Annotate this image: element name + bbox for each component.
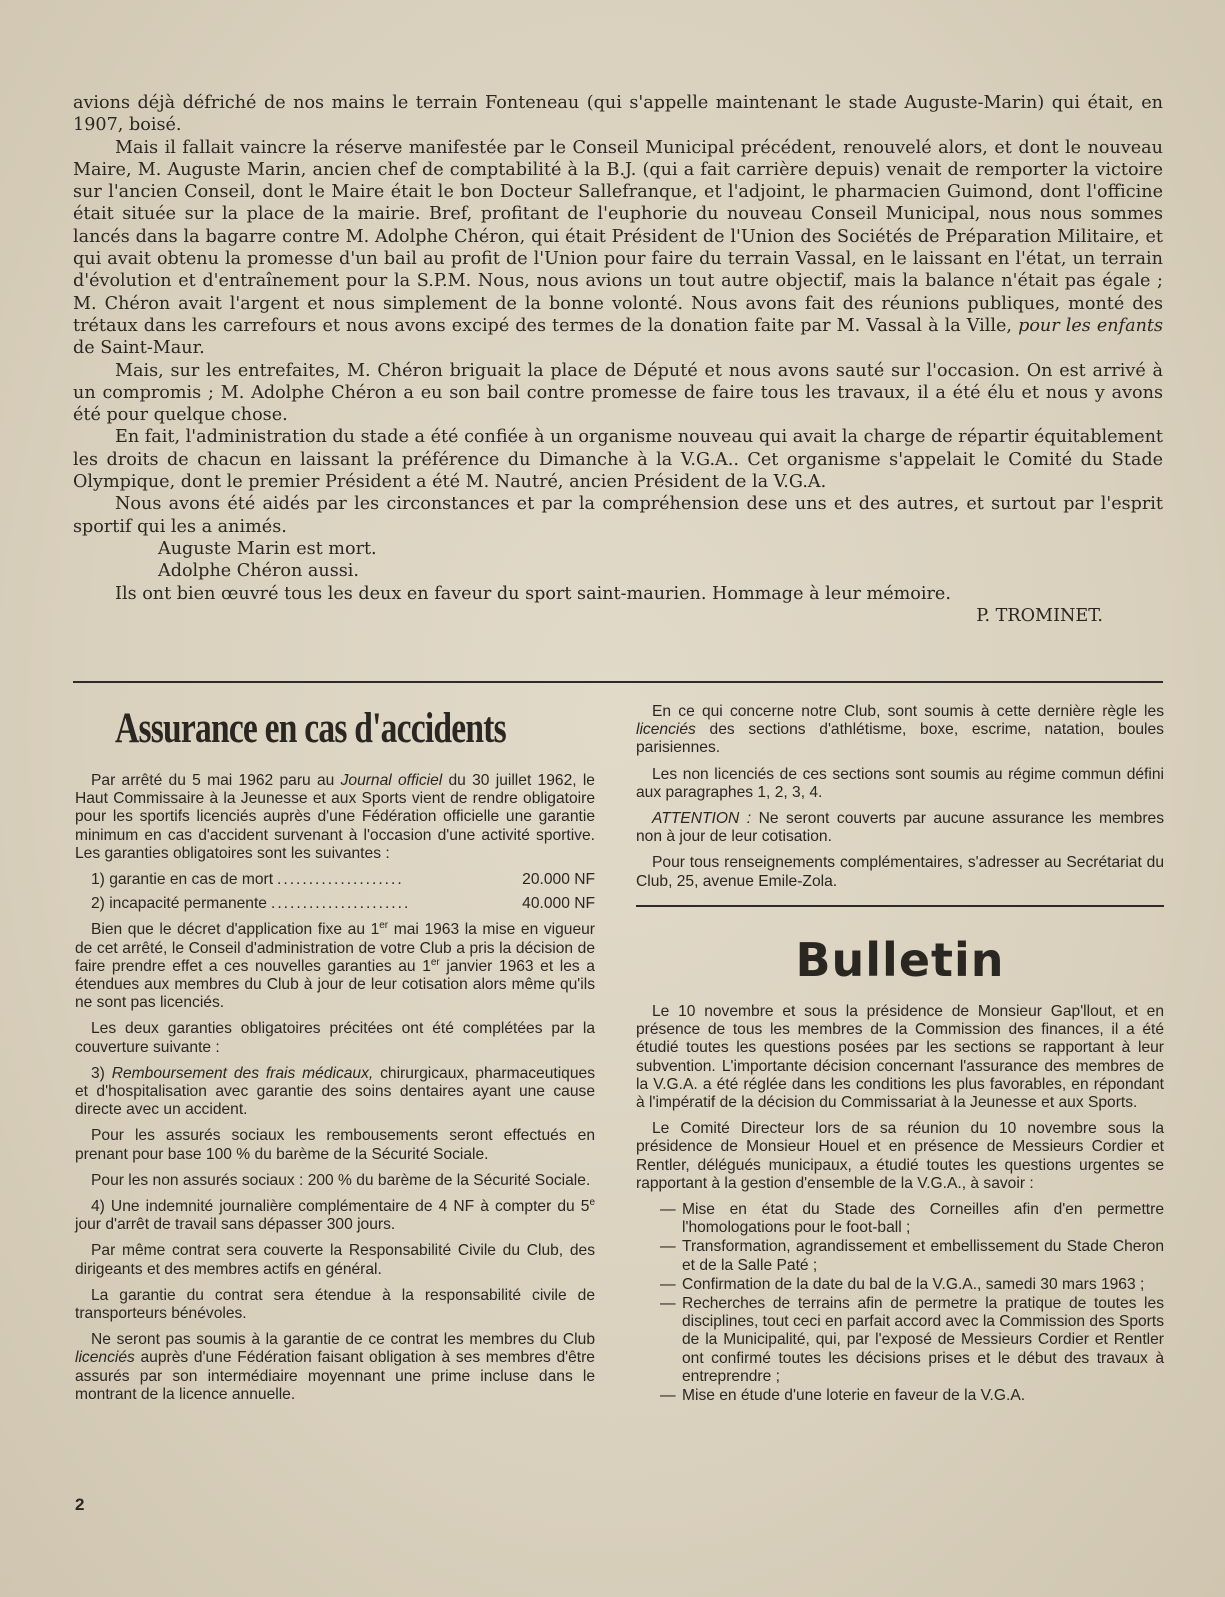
superscript: er (430, 956, 440, 968)
paragraph: Les deux garanties obligatoires précitées ont été complétées par la couverture suivante : (75, 1020, 595, 1056)
guarantee-item (91, 871, 595, 889)
paragraph (636, 703, 1164, 758)
dot-leader: .................... (277, 871, 404, 889)
assurance-continuation (636, 703, 1164, 899)
guarantee-value: 40.000 NF (522, 895, 595, 913)
paragraph: Ils ont bien œuvré tous les deux en faveur du sport saint-maurien. Hommage à leur mémoire. (115, 583, 951, 604)
paragraph: Par même contrat sera couverte la Responsabilité Civile du Club, des dirigeants et des membres actifs en général. (75, 1242, 595, 1278)
italic-text: licenciés (75, 1349, 135, 1367)
paragraph (75, 1065, 595, 1120)
paragraph: avions déjà défriché de nos mains le terrain Fonteneau (qui s'appelle maintenant le stade Auguste-Marin) qui était, en 1907, boisé. (73, 93, 1163, 136)
guarantee-item (91, 895, 595, 913)
bulletin-item (660, 1387, 1164, 1405)
bulletin-item (660, 1276, 1164, 1294)
italic-phrase: pour les enfants (1018, 315, 1163, 336)
text: Par arrêté du 5 mai 1962 paru au (91, 772, 335, 789)
assurance-column (75, 690, 595, 1412)
page-number: 2 (75, 1495, 85, 1514)
dash-mark: — (660, 1387, 676, 1405)
dash-mark: — (660, 1238, 676, 1256)
bulletin-item (660, 1238, 1164, 1274)
paragraph-tail: de Saint-Maur. (73, 338, 205, 359)
paragraph: Nous avons été aidés par les circonstances et par la compréhension dese uns et des autres, et surtout par l'esprit sportif qui les a animés. (73, 494, 1163, 537)
guarantee-label: 1) garantie en cas de mort (91, 871, 274, 889)
italic-text: Journal officiel (340, 772, 443, 789)
bulletin-item (660, 1201, 1164, 1237)
bulletin-item (660, 1295, 1164, 1386)
item-text: Recherches de terrains afin de permetre la pratique de toutes les disciplines, tout ceci en parfait accord avec la Commission des Sports de la Municipalité, qui, par l'exposé de Messieurs Cordier et Rentler ont confirmé toutes les décisions prises et le début des travaux à entreprendre ; (682, 1295, 1164, 1385)
bulletin-column (636, 915, 1164, 1406)
paragraph: Mais, sur les entrefaites, M. Chéron briguait la place de Député et nous avons sauté sur l'occasion. On est arrivé à un compromis ; M. Adolphe Chéron a eu son bail contre promesse de faire tous les travaux, il a été élu et nous y avons été pour quelque chose. (73, 360, 1163, 426)
text: janvier 1963 et les a étendues aux membres du Club à jour de leur cotisation alors même qu'ils ne sont pas licenciés. (75, 957, 595, 1012)
signature: P. TROMINET. (976, 605, 1103, 626)
paragraph (75, 1331, 595, 1404)
italic-text: licenciés (636, 721, 696, 739)
item-text: Confirmation de la date du bal de la V.G.A., samedi 30 mars 1963 ; (682, 1275, 1145, 1293)
paragraph: Pour les non assurés sociaux : 200 % du barème de la Sécurité Sociale. (91, 1171, 591, 1189)
section-divider (73, 681, 1163, 683)
paragraph: La garantie du contrat sera étendue à la responsabilité civile de transporteurs bénévoles. (75, 1286, 595, 1323)
text: Ne seront pas soumis à la garantie de ce contrat les membres du Club (91, 1331, 595, 1349)
item-text: Mise en étude d'une loterie en faveur de la V.G.A. (682, 1387, 1026, 1405)
attention-label: ATTENTION : (652, 810, 752, 828)
paragraph: Auguste Marin est mort. (158, 538, 377, 559)
paragraph (73, 137, 1163, 360)
paragraph: Le Comité Directeur lors de sa réunion du 10 novembre sous la présidence de Monsieur Houel et en présence de Messieurs Cordier et Rentler, délégués municipaux, a étudié toutes les questions urgentes se rapportant à la gestion d'ensemble de la V.G.A., à savoir : (636, 1120, 1164, 1192)
text: du 30 juillet 1962, le Haut Commissaire à la Jeunesse et aux Sports vient de rendre obligatoire pour les sportifs licenciés auprès d'une Fédération officielle une garantie minimum en cas d'accident survenant à l'occasion d'une activité sportive. Les garanties obligatoires sont les suivantes : (75, 772, 595, 862)
dash-mark: — (660, 1275, 676, 1293)
item-text: Mise en état du Stade des Corneilles afin d'en permettre l'homologations pour le foot-ball ; (682, 1201, 1164, 1237)
paragraph: Adolphe Chéron aussi. (158, 561, 360, 582)
guarantee-label: 2) incapacité permanente (91, 895, 267, 913)
text: 3) (91, 1064, 105, 1082)
paragraph: En fait, l'administration du stade a été confiée à un organisme nouveau qui avait la charge de répartir équitablement les droits de chacun en laissant la préférence du Dimanche à la V.G.A.. Cet organisme s'appelait le Comité du Stade Olympique, dont le premier Président a été M. Nautré, ancien Président de la V.G.A. (73, 427, 1163, 493)
paragraph: Pour tous renseignements complémentaires, s'adresser au Secrétariat du Club, 25, avenue Emile-Zola. (636, 854, 1164, 890)
paragraph-text: Mais il fallait vaincre la réserve manifestée par le Conseil Municipal précédent, renouvelé alors, et dont le nouveau Maire, M. Auguste Marin, ancien chef de comptabilité à la B.J. (qui a fait carrière depuis) venait de remporter la victoire sur l'ancien Conseil, dont le Maire était le bon Docteur Sallefranque, et l'adjoint, le pharmacien Guimond, dont l'officine était située sur la place de la mairie. Bref, profitant de l'euphorie du nouveau Conseil Municipal, nous nous sommes lancés dans la bagarre contre M. Adolphe Chéron, qui était Président de l'Union des Sociétés de Préparation Militaire, et qui avait obtenu la promesse d'un bail au profit de l'Union pour faire du terrain Vassal, en le laissant en l'état, un terrain d'évolution et d'entraînement pour la S.P.M. Nous, nous avions un tout autre objectif, mais la balance n'était pas égale ; M. Chéron avait l'argent et nous simplement de la bonne volonté. Nous avons fait des réunions publiques, monté des trétaux dans les carrefours et nous avons excipé des termes de la donation faite par M. Vassal à la Ville, (73, 137, 1163, 336)
text: En ce qui concerne notre Club, sont soumis à cette dernière règle les (652, 703, 1164, 720)
dash-mark: — (660, 1201, 676, 1219)
bulletin-title: Bulletin (795, 933, 1005, 987)
text: 4) Une indemnité journalière complémentaire de 4 NF à compter du 5 (91, 1198, 590, 1216)
text: auprès d'une Fédération faisant obligation à ses membres d'être assurés par son intermédiaire moyennant une prime incluse dans le montrant de la licence annuelle. (75, 1349, 595, 1403)
paragraph (75, 1198, 595, 1234)
top-article (73, 92, 1163, 627)
text: mai 1963 la mise en vigueur de cet arrêté, le Conseil d'administration de votre Club a pris la décision de faire prendre effet a ces nouvelles garanties au 1 (75, 921, 595, 975)
paragraph (75, 772, 595, 863)
bulletin-divider (636, 905, 1164, 907)
paragraph: Pour les assurés sociaux les rembousements seront effectués en prenant pour base 100 % du barème de la Sécurité Sociale. (75, 1127, 595, 1163)
paragraph: Le 10 novembre et sous la présidence de Monsieur Gap'llout, et en présence de tous les membres de la Commission des finances, il a été étudié toutes les questions posées par les sections se rapportant à leur subvention. L'importante décision concernant l'assurance des membres de la V.G.A. a été réglée dans les conditions les plus favorables, en répondant à l'impératif de la décision du Commissariat à la Jeunesse et aux Sports. (636, 1003, 1164, 1112)
assurance-title: Assurance en cas d'accidents (115, 705, 506, 752)
text: chirurgicaux, pharmaceutiques et d'hospitalisation avec garantie des soins dentaires ayant une cause directe avec un accident. (75, 1064, 595, 1119)
guarantee-value: 20.000 NF (522, 871, 595, 889)
paragraph (75, 921, 595, 1012)
superscript: er (379, 920, 389, 932)
dash-mark: — (660, 1295, 676, 1313)
text: jour d'arrêt de travail sans dépasser 300 jours. (75, 1216, 396, 1234)
text: des sections d'athlétisme, boxe, escrime, natation, boules parisiennes. (636, 721, 1164, 757)
text: Bien que le décret d'application fixe au 1 (91, 921, 380, 939)
dot-leader: ...................... (270, 895, 411, 913)
italic-text: Remboursement des frais médicaux, (111, 1064, 374, 1082)
text: Ne seront couverts par aucune assurance les membres non à jour de leur cotisation. (636, 810, 1164, 846)
item-text: Transformation, agrandissement et embellissement du Stade Cheron et de la Salle Paté ; (682, 1238, 1164, 1274)
paragraph: Les non licenciés de ces sections sont soumis au régime commun défini aux paragraphes 1, 2, 3, 4. (636, 765, 1164, 801)
paragraph (636, 810, 1164, 846)
superscript: e (589, 1196, 595, 1208)
